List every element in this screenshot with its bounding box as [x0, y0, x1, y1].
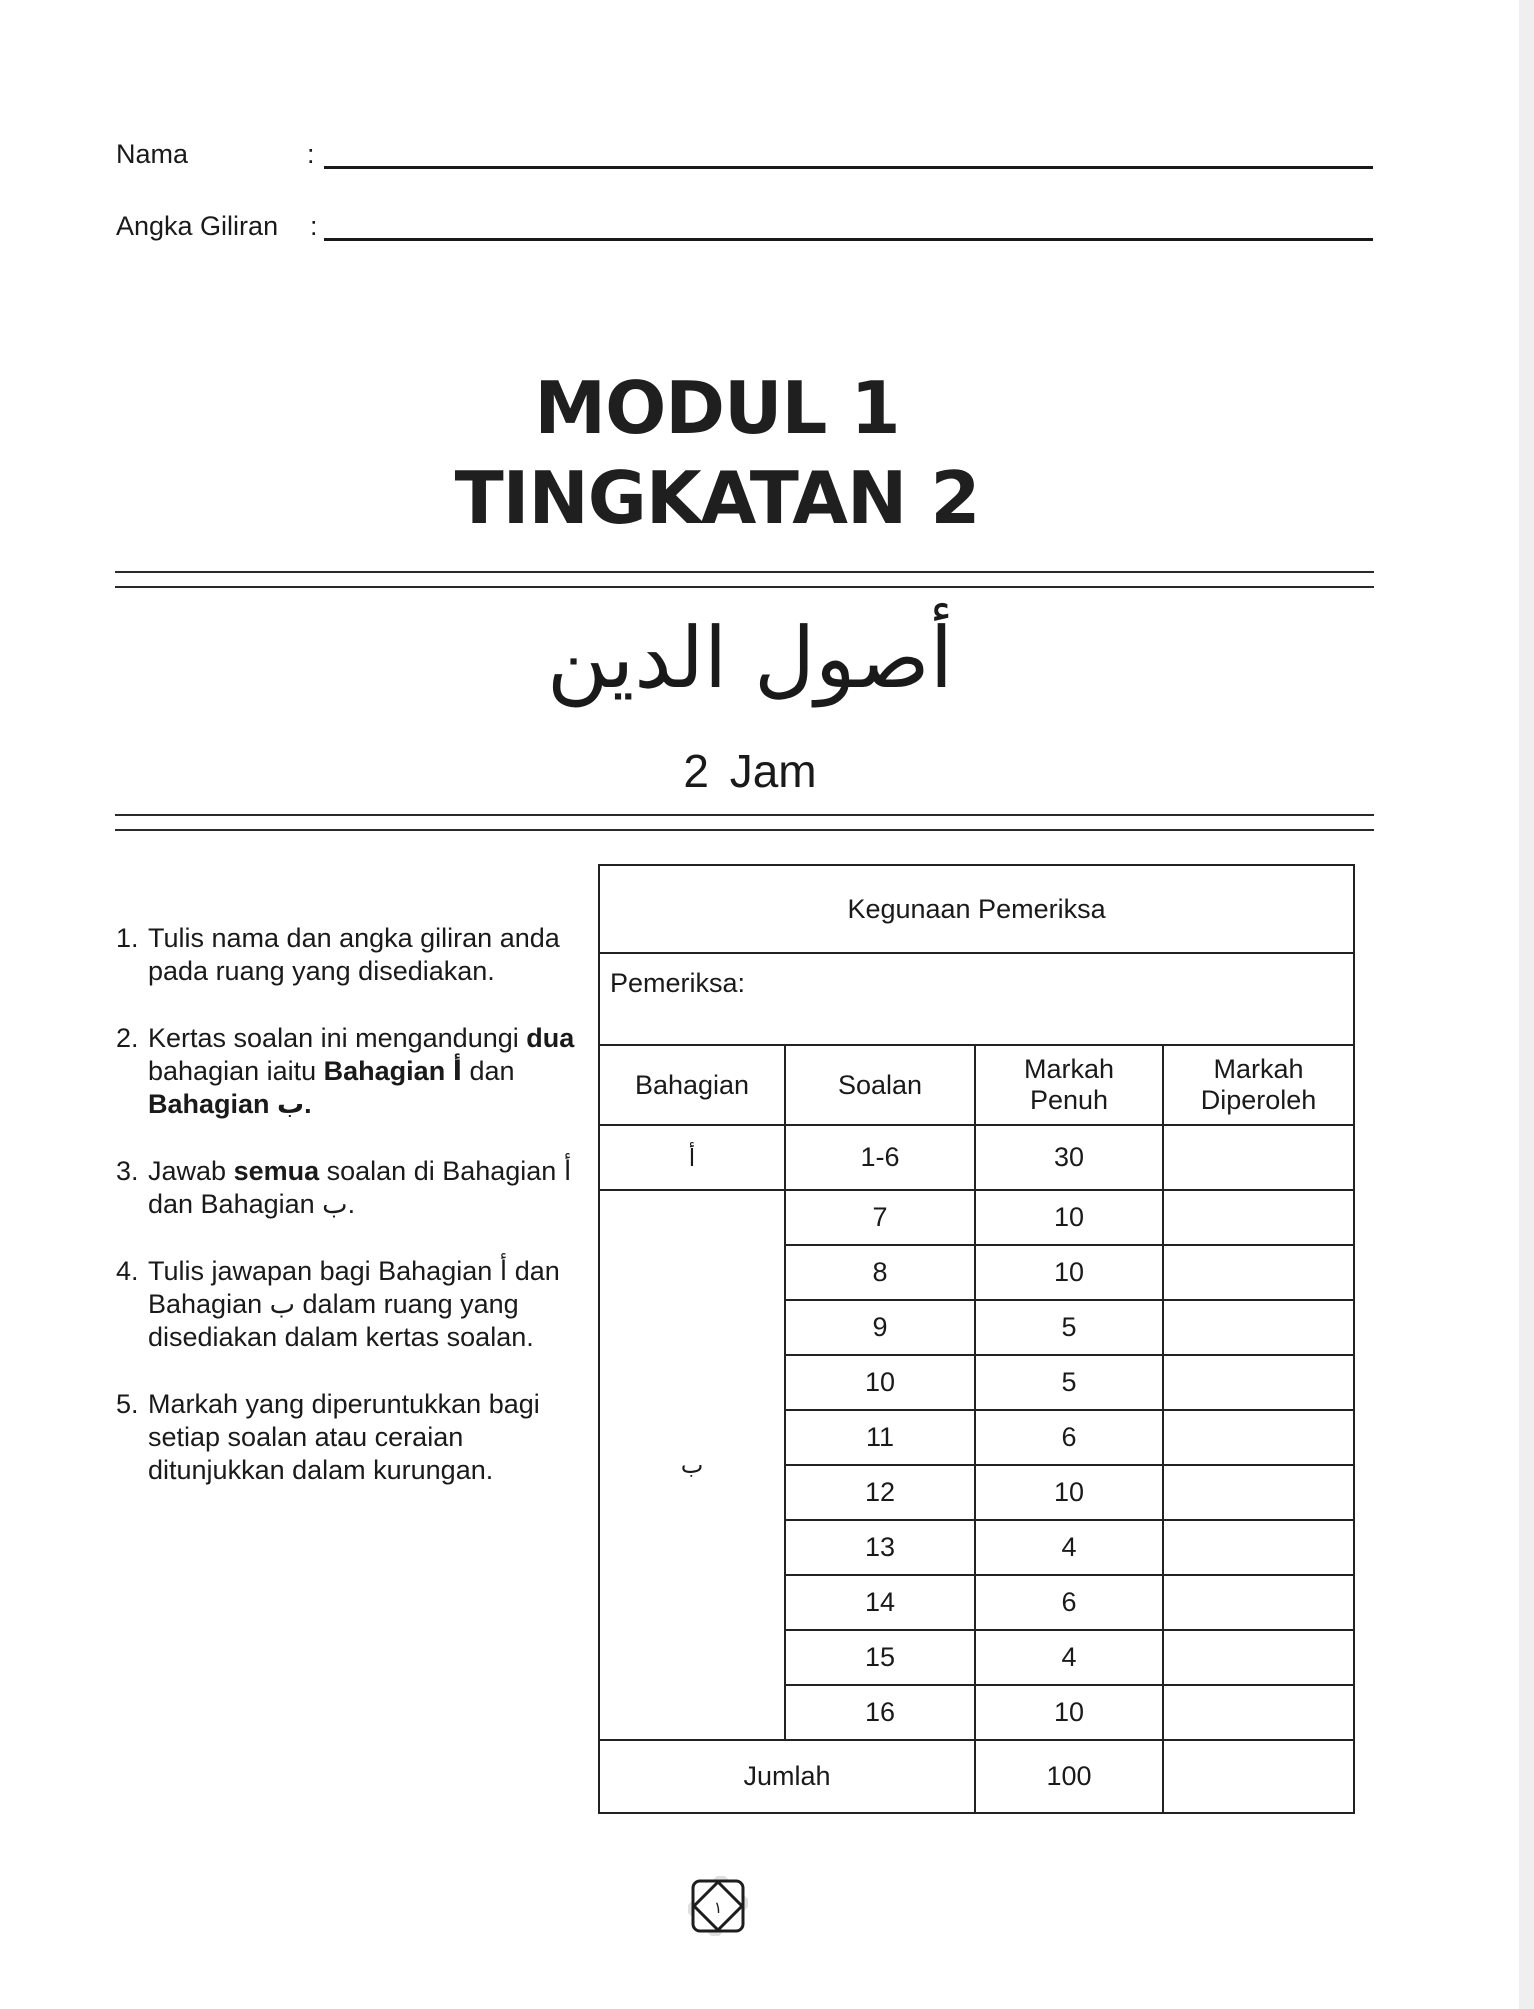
marks-obtained-cell[interactable]	[1163, 1575, 1354, 1630]
instruction-text	[148, 1389, 540, 1485]
instruction-text	[148, 1256, 560, 1352]
question-cell: 7	[785, 1190, 975, 1245]
divider-bottom-2	[115, 829, 1374, 831]
question-cell: 16	[785, 1685, 975, 1740]
instruction-item	[116, 922, 576, 988]
instruction-text	[148, 1023, 574, 1119]
instruction-fragment: soalan di Bahagian أ dan Bahagian ب.	[148, 1156, 572, 1219]
section-a-label: أ	[599, 1125, 785, 1190]
marks-obtained-cell[interactable]	[1163, 1300, 1354, 1355]
marks-obtained-cell[interactable]	[1163, 1125, 1354, 1190]
question-cell: 10	[785, 1355, 975, 1410]
header-section: Bahagian	[599, 1045, 785, 1125]
question-cell: 1-6	[785, 1125, 975, 1190]
roll-number-field	[116, 206, 1376, 246]
instruction-item	[116, 1255, 576, 1354]
instruction-fragment: Tulis nama dan angka giliran anda pada ruang yang disediakan.	[148, 923, 560, 986]
instruction-fragment: dan	[461, 1056, 515, 1086]
instructions-list	[116, 922, 576, 1521]
instruction-number: 2.	[116, 1023, 139, 1053]
exam-duration: 2 Jam	[683, 745, 817, 797]
question-cell: 8	[785, 1245, 975, 1300]
question-cell: 12	[785, 1465, 975, 1520]
examiner-marks-table	[598, 864, 1355, 1814]
marks-obtained-cell[interactable]	[1163, 1245, 1354, 1300]
full-marks-cell: 6	[975, 1410, 1163, 1465]
instruction-emphasis: semua	[233, 1156, 320, 1186]
section-b-label: ب	[599, 1190, 785, 1740]
roll-number-colon: :	[310, 211, 318, 241]
name-colon: :	[307, 139, 315, 169]
instruction-fragment: Markah yang diperuntukkan bagi setiap soalan atau ceraian ditunjukkan dalam kurungan.	[148, 1389, 540, 1485]
marks-obtained-cell[interactable]	[1163, 1190, 1354, 1245]
page-edge-strip	[1519, 0, 1534, 2009]
divider-top-2	[115, 586, 1374, 588]
page-number: ١	[713, 1898, 723, 1917]
instruction-number: 3.	[116, 1156, 139, 1186]
instruction-number: 4.	[116, 1256, 139, 1286]
table-row	[599, 1190, 1354, 1245]
name-input-line[interactable]	[324, 166, 1373, 169]
instruction-item	[116, 1022, 576, 1121]
instruction-text	[148, 923, 560, 986]
page-number-badge	[688, 1876, 748, 1936]
full-marks-cell: 5	[975, 1355, 1163, 1410]
question-cell: 15	[785, 1630, 975, 1685]
instruction-fragment: Tulis jawapan bagi Bahagian أ dan Bahagian ب dalam ruang yang disediakan dalam kertas soalan.	[148, 1256, 560, 1352]
examiner-name-cell[interactable]	[599, 953, 1354, 1045]
question-cell: 14	[785, 1575, 975, 1630]
total-label: Jumlah	[599, 1740, 975, 1813]
roll-number-input-line[interactable]	[324, 238, 1373, 241]
full-marks-cell: 10	[975, 1685, 1163, 1740]
instruction-fragment: Kertas soalan ini mengandungi	[148, 1023, 527, 1053]
header-question: Soalan	[785, 1045, 975, 1125]
marks-obtained-cell[interactable]	[1163, 1355, 1354, 1410]
instruction-fragment: bahagian iaitu	[148, 1056, 324, 1086]
marks-obtained-cell[interactable]	[1163, 1465, 1354, 1520]
full-marks-cell: 6	[975, 1575, 1163, 1630]
page-number-ornament-icon	[688, 1876, 748, 1936]
header-marks-obtained: Markah Diperoleh	[1163, 1045, 1354, 1125]
divider-top-1	[115, 571, 1374, 573]
instruction-item	[116, 1388, 576, 1487]
instruction-number: 1.	[116, 923, 139, 953]
header-full-marks: Markah Penuh	[975, 1045, 1163, 1125]
full-marks-cell: 5	[975, 1300, 1163, 1355]
module-title: MODUL 1	[534, 366, 900, 450]
full-marks-cell: 10	[975, 1190, 1163, 1245]
instruction-number: 5.	[116, 1389, 139, 1419]
instruction-text	[148, 1156, 571, 1219]
form-level-title: TINGKATAN 2	[454, 456, 980, 540]
table-row	[599, 1125, 1354, 1190]
total-marks-obtained[interactable]	[1163, 1740, 1354, 1813]
examiner-use-caption: Kegunaan Pemeriksa	[599, 865, 1354, 953]
question-cell: 13	[785, 1520, 975, 1575]
marks-obtained-cell[interactable]	[1163, 1630, 1354, 1685]
total-row	[599, 1740, 1354, 1813]
roll-number-label: Angka Giliran	[116, 211, 279, 241]
full-marks-cell: 30	[975, 1125, 1163, 1190]
instruction-emphasis: Bahagian ب.	[148, 1089, 312, 1119]
examiner-label: Pemeriksa:	[610, 968, 746, 998]
full-marks-cell: 4	[975, 1630, 1163, 1685]
instruction-emphasis: Bahagian أ	[323, 1056, 462, 1086]
divider-bottom-1	[115, 814, 1374, 816]
marks-obtained-cell[interactable]	[1163, 1685, 1354, 1740]
marks-obtained-cell[interactable]	[1163, 1410, 1354, 1465]
instruction-item	[116, 1155, 576, 1221]
name-label: Nama	[116, 139, 189, 169]
full-marks-cell: 10	[975, 1245, 1163, 1300]
instruction-fragment: Jawab	[148, 1156, 234, 1186]
marks-obtained-cell[interactable]	[1163, 1520, 1354, 1575]
question-cell: 9	[785, 1300, 975, 1355]
question-cell: 11	[785, 1410, 975, 1465]
full-marks-cell: 10	[975, 1465, 1163, 1520]
total-full-marks: 100	[975, 1740, 1163, 1813]
name-field	[116, 134, 1376, 174]
subject-title-arabic: أصول الدين	[546, 609, 954, 707]
full-marks-cell: 4	[975, 1520, 1163, 1575]
instruction-emphasis: dua	[526, 1023, 575, 1053]
